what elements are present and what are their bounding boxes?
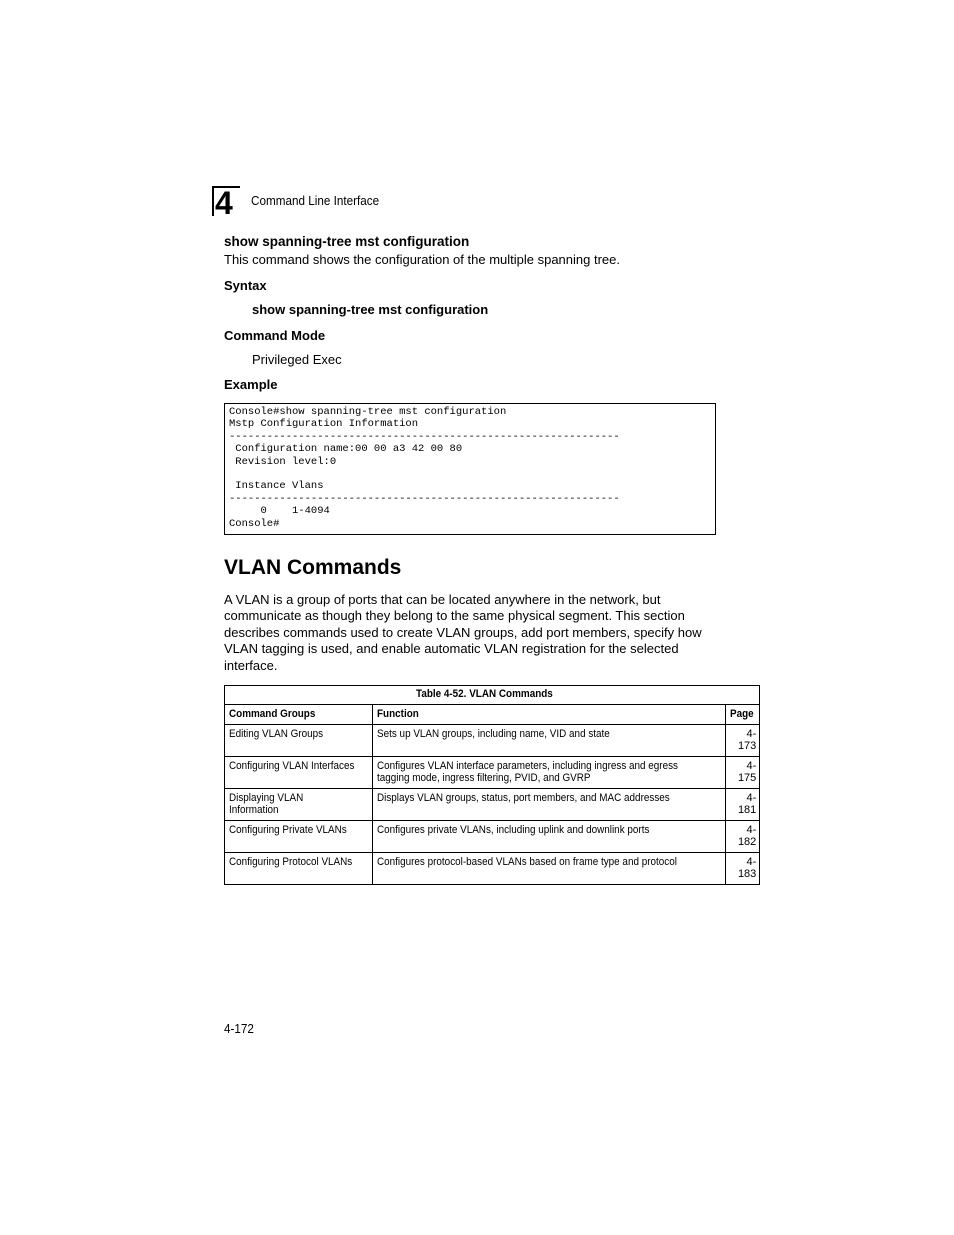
table-row [225,853,760,885]
command-mode-heading: Command Mode [224,328,326,343]
chapter-title: Command Line Interface [251,193,380,208]
column-header-command-groups: Command Groups [225,705,373,725]
cell-page: 4-182 [726,821,760,853]
column-header-function: Function [373,705,726,725]
syntax-text: show spanning-tree mst configuration [252,302,489,317]
vlan-commands-table [224,685,760,885]
table-row [225,789,760,821]
cell-page: 4-173 [726,725,760,757]
example-code-block: Console#show spanning-tree mst configuration Mstp Configuration Information -------------------------------------------------------------- Configuration name:00 00 a3 42 00 80 Revision level:0 Instance Vlans -------------------------------------------------------------- 0 1-4094 Console# [224,403,716,535]
command-description: This command shows the configuration of the multiple spanning tree. [224,252,620,267]
cell-function: Configures VLAN interface parameters, including ingress and egress tagging mode, ingress filtering, PVID, and GVRP [373,757,726,789]
table-caption-row [225,686,760,705]
cell-function: Displays VLAN groups, status, port members, and MAC addresses [373,789,726,821]
cell-page: 4-183 [726,853,760,885]
section-title: VLAN Commands [224,556,402,579]
command-mode-text: Privileged Exec [252,352,342,367]
command-heading: show spanning-tree mst configuration [224,234,470,249]
cell-page: 4-175 [726,757,760,789]
table-row [225,725,760,757]
page-number: 4-172 [224,1021,254,1036]
table-header-row [225,705,760,725]
cell-command-group: Editing VLAN Groups [225,725,373,757]
cell-function: Configures protocol-based VLANs based on frame type and protocol [373,853,726,885]
table-caption [225,686,760,705]
example-heading: Example [224,377,278,392]
column-header-page: Page [726,705,760,725]
table-row [225,821,760,853]
section-body: A VLAN is a group of ports that can be located anywhere in the network, but communicate as though they belong to the same physical segment. This section describes commands used to create VLAN groups, add port members, specify how VLAN tagging is used, and enable automatic VLAN registration for the selected interface. [224,592,702,673]
syntax-heading: Syntax [224,278,267,293]
cell-function: Configures private VLANs, including uplink and downlink ports [373,821,726,853]
cell-command-group: Configuring Private VLANs [225,821,373,853]
cell-function: Sets up VLAN groups, including name, VID and state [373,725,726,757]
chapter-number: 4 [212,186,240,216]
table-caption-text: Table 4-52. VLAN Commands [416,688,553,700]
cell-command-group: Configuring Protocol VLANs [225,853,373,885]
cell-command-group: Displaying VLAN Information [225,789,373,821]
cell-page: 4-181 [726,789,760,821]
cell-command-group: Configuring VLAN Interfaces [225,757,373,789]
table-row [225,757,760,789]
